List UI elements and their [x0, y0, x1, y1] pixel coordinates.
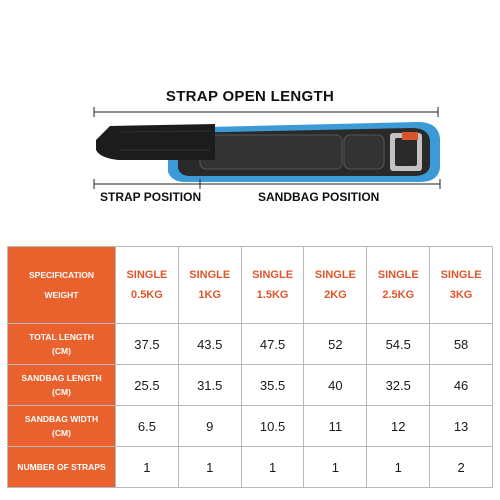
table-row-sandbag-width — [8, 406, 493, 447]
table-cell: 46 — [430, 365, 493, 406]
table-cell: 58 — [430, 324, 493, 365]
product-diagram — [0, 0, 500, 240]
table-cell: 11 — [304, 406, 367, 447]
column-header-line2: 2KG — [324, 289, 347, 301]
column-header-line1: SINGLE — [314, 269, 356, 281]
column-header — [430, 247, 493, 324]
row-label-line1: TOTAL LENGTH — [29, 332, 94, 342]
table-cell: 40 — [304, 365, 367, 406]
strap-position-label: STRAP POSITION — [100, 190, 202, 204]
row-label-line2: (CM) — [52, 387, 71, 397]
table-cell: 31.5 — [178, 365, 241, 406]
table-cell: 6.5 — [116, 406, 179, 447]
table-cell: 35.5 — [241, 365, 304, 406]
table-cell: 32.5 — [367, 365, 430, 406]
table-row-sandbag-length — [8, 365, 493, 406]
table-cell: 43.5 — [178, 324, 241, 365]
table-cell: 37.5 — [116, 324, 179, 365]
row-label — [8, 406, 116, 447]
table-row-total-length — [8, 324, 493, 365]
column-header-line1: SINGLE — [252, 269, 294, 281]
row-label-line1: SANDBAG WIDTH — [24, 414, 99, 424]
row-label-line2: (CM) — [52, 428, 71, 438]
row-label-line1: NUMBER OF STRAPS — [17, 462, 106, 472]
column-header-line2: 2.5KG — [382, 289, 415, 301]
header-label-line2: WEIGHT — [44, 290, 79, 300]
column-header-line2: 1.5KG — [256, 289, 289, 301]
column-header — [367, 247, 430, 324]
table-cell: 1 — [116, 447, 179, 488]
column-header-line2: 1KG — [198, 289, 222, 301]
sandbag-position-label: SANDBAG POSITION — [258, 190, 380, 204]
column-header — [304, 247, 367, 324]
table-cell: 2 — [430, 447, 493, 488]
table-header-row — [8, 247, 493, 324]
column-header — [178, 247, 241, 324]
table-cell: 12 — [367, 406, 430, 447]
table-cell: 9 — [178, 406, 241, 447]
table-cell: 54.5 — [367, 324, 430, 365]
table-cell: 1 — [304, 447, 367, 488]
header-label-cell — [8, 247, 116, 324]
row-label — [8, 324, 116, 365]
velcro-strap — [96, 124, 215, 160]
table-cell: 47.5 — [241, 324, 304, 365]
row-label — [8, 365, 116, 406]
column-header-line1: SINGLE — [126, 269, 168, 281]
table-cell: 13 — [430, 406, 493, 447]
strap-open-length-label: STRAP OPEN LENGTH — [165, 88, 335, 105]
column-header-line2: 0.5KG — [131, 289, 163, 301]
row-label-line1: SANDBAG LENGTH — [21, 373, 102, 383]
column-header-line2: 3KG — [449, 289, 473, 301]
header-label-line1: SPECIFICATION — [28, 270, 94, 280]
column-header-line1: SINGLE — [377, 269, 419, 281]
specification-table — [7, 246, 493, 488]
table-cell: 1 — [178, 447, 241, 488]
ankle-weight-illustration — [0, 0, 500, 240]
table-cell: 52 — [304, 324, 367, 365]
table-cell: 10.5 — [241, 406, 304, 447]
open-length-dimension — [94, 107, 438, 117]
column-header — [241, 247, 304, 324]
column-header — [116, 247, 179, 324]
table-row-number-of-straps — [8, 447, 493, 488]
row-label-line2: (CM) — [52, 346, 71, 356]
column-header-line1: SINGLE — [440, 269, 482, 281]
row-label — [8, 447, 116, 488]
table-cell: 1 — [367, 447, 430, 488]
table-cell: 25.5 — [116, 365, 179, 406]
table-cell: 1 — [241, 447, 304, 488]
column-header-line1: SINGLE — [189, 269, 231, 281]
